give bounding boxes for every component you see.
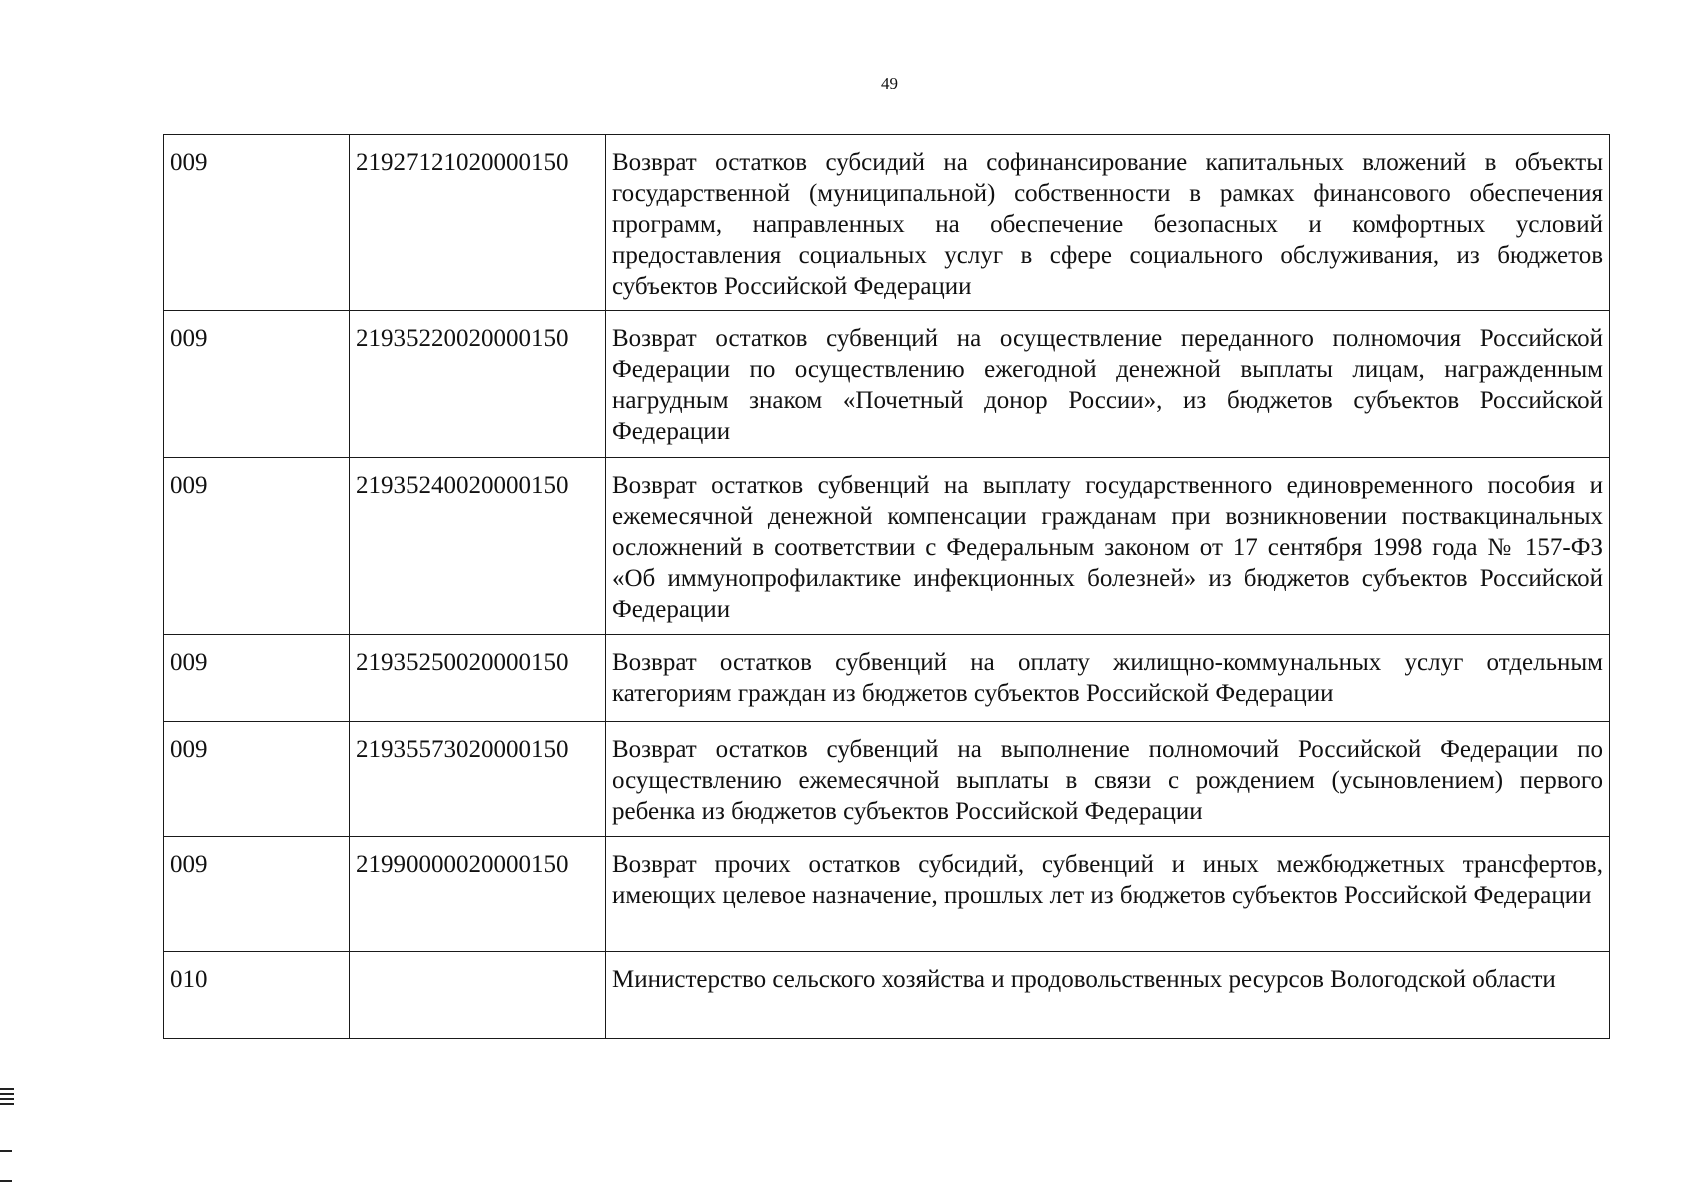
budget-code-cell: 21935240020000150 bbox=[350, 458, 606, 635]
admin-code-cell: 009 bbox=[164, 722, 350, 837]
table-row bbox=[164, 635, 1610, 722]
budget-code-cell: 21935250020000150 bbox=[350, 635, 606, 722]
admin-code-cell: 009 bbox=[164, 458, 350, 635]
budget-code-cell: 21927121020000150 bbox=[350, 135, 606, 311]
table-row bbox=[164, 952, 1610, 1039]
revenue-name-cell: Возврат остатков субвенций на оплату жилищно-коммунальных услуг отдельным категориям граждан из бюджетов субъектов Российской Федерации bbox=[606, 635, 1610, 722]
table-row bbox=[164, 311, 1610, 458]
binding-mark bbox=[0, 1088, 14, 1090]
page-number: 49 bbox=[881, 74, 898, 93]
budget-codes-table bbox=[163, 134, 1610, 1039]
revenue-name-cell: Возврат остатков субвенций на выполнение полномочий Российской Федерации по осуществлению ежемесячной выплаты в связи с рождением (усыновлением) первого ребенка из бюджетов субъектов Российской Федерации bbox=[606, 722, 1610, 837]
table-row bbox=[164, 722, 1610, 837]
admin-code-cell: 010 bbox=[164, 952, 350, 1039]
table-row bbox=[164, 837, 1610, 952]
binding-mark bbox=[0, 1103, 14, 1105]
revenue-name-cell: Возврат остатков субвенций на осуществление переданного полномочия Российской Федерации по осуществлению ежегодной денежной выплаты лицам, награжденным нагрудным знаком «Почетный донор России», из бюджетов субъектов Российской Федерации bbox=[606, 311, 1610, 458]
revenue-name-cell: Министерство сельского хозяйства и продовольственных ресурсов Вологодской области bbox=[606, 952, 1610, 1039]
admin-code-cell: 009 bbox=[164, 837, 350, 952]
budget-code-cell: 21935573020000150 bbox=[350, 722, 606, 837]
binding-mark bbox=[0, 1098, 14, 1100]
budget-code-cell: 21935220020000150 bbox=[350, 311, 606, 458]
table-row bbox=[164, 458, 1610, 635]
binding-mark bbox=[0, 1180, 12, 1182]
binding-mark bbox=[0, 1150, 12, 1152]
admin-code-cell: 009 bbox=[164, 135, 350, 311]
revenue-name-cell: Возврат прочих остатков субсидий, субвенций и иных межбюджетных трансфертов, имеющих целевое назначение, прошлых лет из бюджетов субъектов Российской Федерации bbox=[606, 837, 1610, 952]
table-row bbox=[164, 135, 1610, 311]
budget-code-cell bbox=[350, 952, 606, 1039]
admin-code-cell: 009 bbox=[164, 635, 350, 722]
admin-code-cell: 009 bbox=[164, 311, 350, 458]
binding-mark bbox=[0, 1093, 14, 1095]
budget-code-cell: 21990000020000150 bbox=[350, 837, 606, 952]
revenue-name-cell: Возврат остатков субсидий на софинансирование капитальных вложений в объекты государственной (муниципальной) собственности в рамках финансового обеспечения программ, направленных на обеспечение безопасных и комфортных условий предоставления социальных услуг в сфере социального обслуживания, из бюджетов субъектов Российской Федерации bbox=[606, 135, 1610, 311]
revenue-name-cell: Возврат остатков субвенций на выплату государственного единовременного пособия и ежемесячной денежной компенсации гражданам при возникновении поствакцинальных осложнений в соответствии с Федеральным законом от 17 сентября 1998 года № 157-ФЗ «Об иммунопрофилактике инфекционных болезней» из бюджетов субъектов Российской Федерации bbox=[606, 458, 1610, 635]
